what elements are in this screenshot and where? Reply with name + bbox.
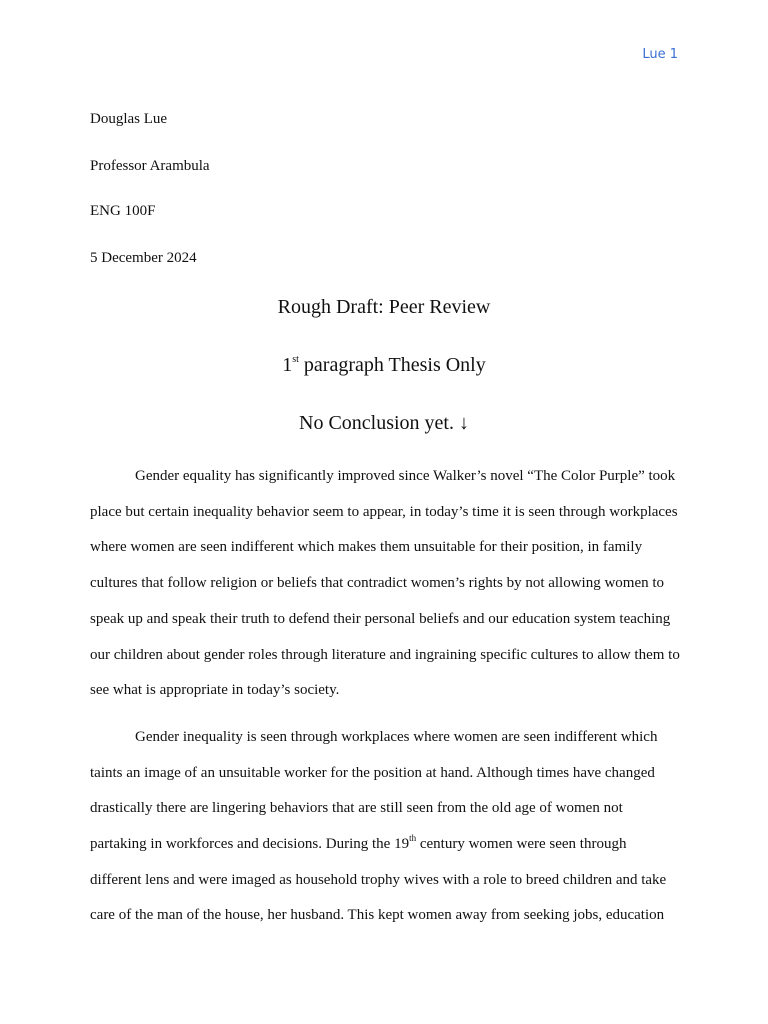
paragraph-workplace-text-1: Gender inequality is seen through workplaces where women are seen indifferent which taints an image of an unsuitable worker for the position at hand. Although times have changed drastically there are lingering behaviors that are still seen from the old age of women not partaking in workforces and decisions. During the 19	[90, 728, 658, 853]
document-date: 5 December 2024	[90, 250, 197, 266]
thesis-note	[0, 353, 768, 377]
page-header-label: Lue 1	[642, 47, 678, 62]
page-title: Rough Draft: Peer Review	[277, 296, 491, 318]
professor-name: Professor Arambula	[90, 158, 210, 174]
thesis-note-suffix: st	[292, 354, 299, 365]
author-name: Douglas Lue	[90, 111, 168, 127]
paragraph-workplace	[90, 720, 680, 934]
paragraph-intro: Gender equality has significantly improved since Walker’s novel “The Color Purple” took place but certain inequality behavior seem to appear, in today’s time it is seen through workplaces where women are seen indifferent which makes them unsuitable for their position, in family cultures that follow religion or beliefs that contradict women’s rights by not allowing women to speak up and speak their truth to defend their personal beliefs and our education system teaching our children about gender roles through literature and ingraining specific cultures to allow them to see what is appropriate in today’s society.	[90, 468, 680, 699]
conclusion-note: No Conclusion yet. ↓	[299, 412, 469, 434]
thesis-note-number: 1	[282, 354, 293, 376]
essay-body	[90, 459, 680, 934]
course-code: ENG 100F	[90, 203, 156, 219]
paragraph-workplace-text-2: century women were seen through different lens and were imaged as household trophy wives with a role to breed children and take care of the man of the house, her husband. This kept women away from seeking jobs, education	[90, 836, 667, 924]
century-suffix: th	[409, 833, 417, 844]
thesis-note-text: paragraph Thesis Only	[298, 354, 486, 376]
